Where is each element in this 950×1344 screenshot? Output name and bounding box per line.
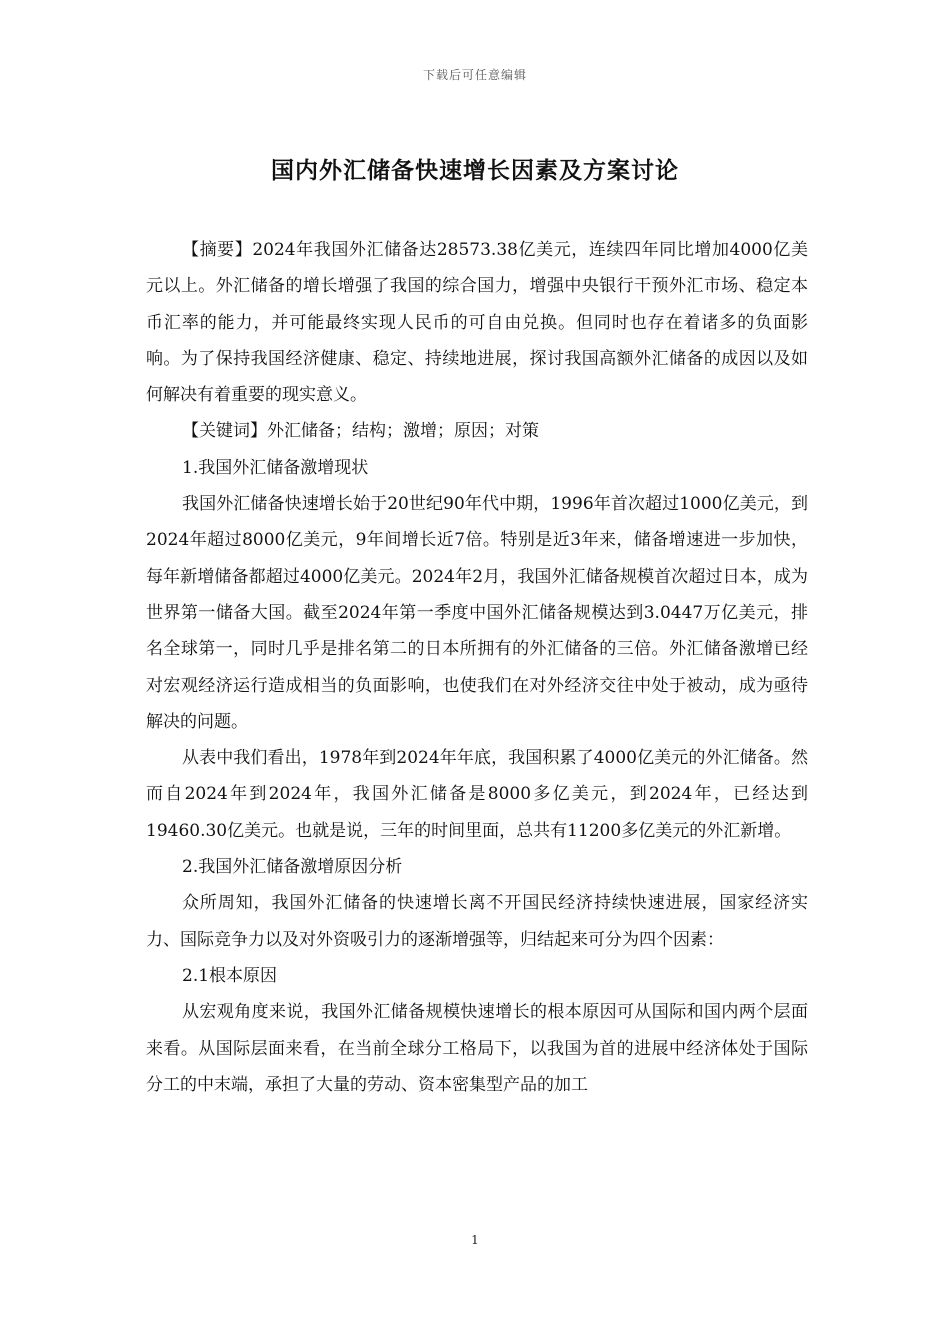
section-heading: 1.我国外汇储备激增现状 [182, 457, 369, 478]
body-paragraph: 我国外汇储备快速增长始于20世纪90年代中期，1996年首次超过1000亿美元，到2024年超过8000亿美元，9年间增长近7倍。特别是近3年来，储备增速进一步加快，每年新增储备都超过4000亿美元。2024年2月，我国外汇储备规模首次超过日本，成为世界第一储备大国。截至2024年第一季度中国外汇储备规模达到3.0447万亿美元，排名全球第一，同时几乎是排名第二的日本所拥有的外汇储备的三倍。外汇储备激增已经对宏观经济运行造成相当的负面影响，也使我们在对外经济交往中处于被动，成为亟待解决的问题。 [146, 494, 808, 732]
keywords-paragraph: 【关键词】外汇储备；结构；激增；原因；对策 [182, 421, 539, 442]
document-body [146, 232, 808, 1103]
body-paragraph: 从宏观角度来说，我国外汇储备规模快速增长的根本原因可从国际和国内两个层面来看。从国际层面来看，在当前全球分工格局下，以我国为首的进展中经济体处于国际分工的中末端，承担了大量的劳动、资本密集型产品的加工 [146, 1002, 808, 1095]
subsection-heading: 2.1根本原因 [182, 965, 278, 986]
section-heading: 2.我国外汇储备激增原因分析 [182, 857, 403, 878]
body-paragraph: 众所周知，我国外汇储备的快速增长离不开国民经济持续快速进展，国家经济实力、国际竞争力以及对外资吸引力的逐渐增强等，归结起来可分为四个因素： [146, 893, 808, 950]
body-paragraph: 从表中我们看出，1978年到2024年年底，我国积累了4000亿美元的外汇储备。然而自2024年到2024年，我国外汇储备是8000多亿美元，到2024年，已经达到19460.30亿美元。也就是说，三年的时间里面，总共有11200多亿美元的外汇新增。 [146, 748, 808, 841]
document-title: 国内外汇储备快速增长因素及方案讨论 [271, 158, 679, 184]
header-note: 下载后可任意编辑 [422, 68, 527, 82]
abstract-paragraph: 【摘要】2024年我国外汇储备达28573.38亿美元，连续四年同比增加4000亿美元以上。外汇储备的增长增强了我国的综合国力，增强中央银行干预外汇市场、稳定本币汇率的能力，并可能最终实现人民币的可自由兑换。但同时也存在着诸多的负面影响。为了保持我国经济健康、稳定、持续地进展，探讨我国高额外汇储备的成因以及如何解决有着重要的现实意义。 [146, 240, 808, 406]
page-number: 1 [471, 1233, 479, 1247]
